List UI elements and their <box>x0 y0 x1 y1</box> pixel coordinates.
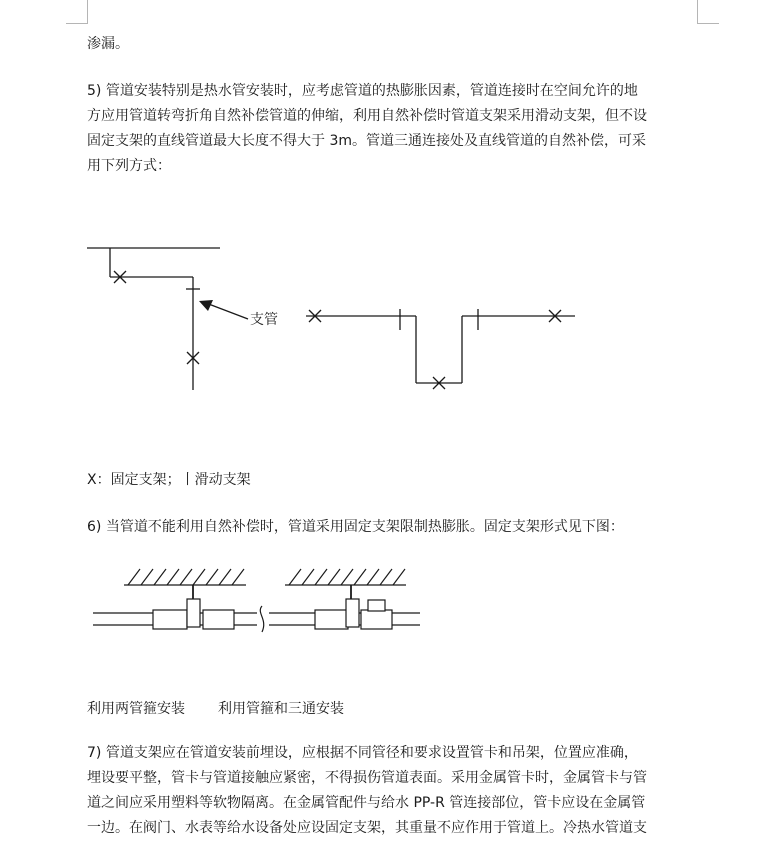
para5-line-3: 固定支架的直线管道最大长度不得大于 3m。管道三通连接处及直线管道的自然补偿，可采 <box>87 133 646 149</box>
para5-line-1: 5) 管道安装特别是热水管安装时，应考虑管道的热膨胀因素，管道连接时在空间允许的地 <box>87 83 638 99</box>
continuation-line: 渗漏。 <box>87 36 129 52</box>
para6: 6) 当管道不能利用自然补偿时，管道采用固定支架限制热膨胀。固定支架形式见下图： <box>87 519 624 535</box>
caption-two-couplings: 利用两管箍安装 <box>87 701 185 717</box>
fixed-support-x-1 <box>114 271 126 283</box>
pipe-break-symbol <box>260 606 263 632</box>
para7-line-3: 道之间应采用塑料等软物隔离。在金属管配件与给水 PP-R 管连接部位，管卡应设在金属管 <box>87 795 646 811</box>
fixed-support-x-4 <box>433 377 445 389</box>
pipe-coupling-right <box>315 610 348 629</box>
tee-fitting-body <box>361 610 392 629</box>
page-corner-mark-top-right <box>697 0 698 24</box>
para7-line-4: 一边。在阀门、水表等给水设备处应设固定支架，其重量不应作用于管道上。冷热水管道支 <box>87 820 647 836</box>
branch-pipe-label: 支管 <box>250 312 278 328</box>
fixed-support-x-5 <box>549 310 561 322</box>
branch-arrow-head <box>199 300 213 311</box>
caption-coupling-and-tee: 利用管箍和三通安装 <box>218 701 344 717</box>
pipe-coupling-left-1 <box>153 610 187 629</box>
ceiling-left-hatching <box>128 569 244 585</box>
pipe-coupling-left-2 <box>203 610 234 629</box>
page-corner-mark-top-left-horizontal <box>66 23 88 24</box>
support-legend: X：固定支架；丨滑动支架 <box>87 472 251 488</box>
ceiling-right-hatching <box>289 569 405 585</box>
pipe-clamp-right <box>346 599 359 627</box>
page-corner-mark-top-right-horizontal <box>697 23 719 24</box>
para5-line-4: 用下列方式： <box>87 158 171 174</box>
fixed-support-x-3 <box>309 310 321 322</box>
tee-fitting-branch <box>368 600 385 611</box>
para7-line-2: 埋设要平整，管卡与管道接触应紧密，不得损伤管道表面。采用金属管卡时，金属管卡与管 <box>87 770 647 786</box>
pipe-clamp-left <box>187 599 200 627</box>
fixed-support-x-2 <box>187 352 199 364</box>
para5-line-2: 方应用管道转弯折角自然补偿管道的伸缩，利用自然补偿时管道支架采用滑动支架，但不设 <box>87 108 647 124</box>
para7-line-1: 7) 管道支架应在管道安装前埋设，应根据不同管径和要求设置管卡和吊架，位置应准确， <box>87 745 638 761</box>
page-corner-mark-top-left <box>87 0 88 24</box>
branch-arrow-shaft <box>206 303 248 319</box>
